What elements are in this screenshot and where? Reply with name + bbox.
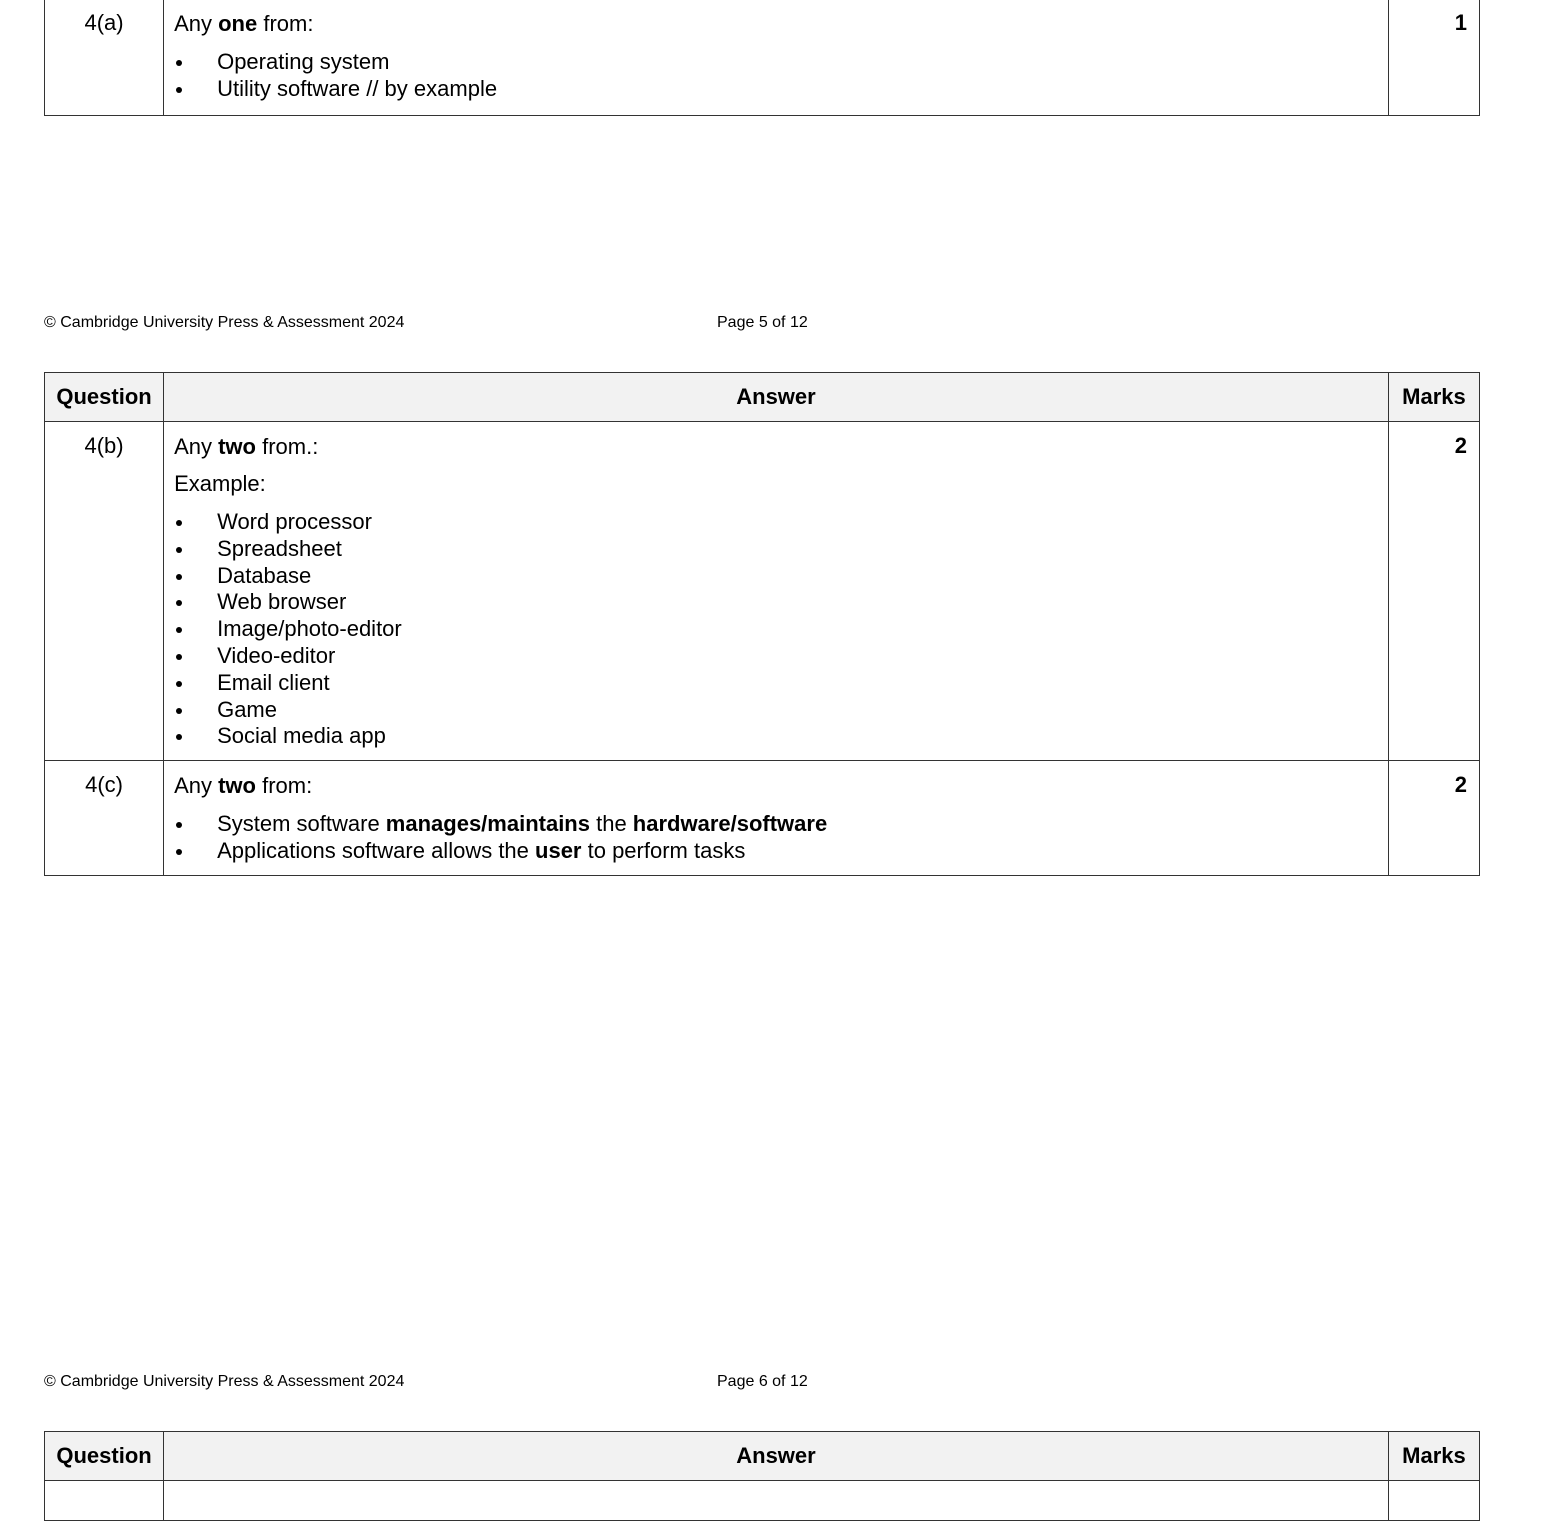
header-marks: Marks: [1388, 373, 1479, 422]
marks-value: 1: [1388, 0, 1479, 116]
header-answer: Answer: [164, 1432, 1389, 1481]
table-row-4c: [45, 761, 1480, 876]
header-question: Question: [45, 373, 164, 422]
copyright-text: © Cambridge University Press & Assessment 2024: [44, 1373, 405, 1390]
list-item: Game: [174, 697, 1378, 724]
answer-intro: Any one from:: [174, 11, 314, 36]
answer-bullet-list: [174, 49, 1378, 103]
question-number: 4(a): [45, 0, 164, 116]
answer-bullet-list: [174, 811, 1378, 865]
list-item: Email client: [174, 670, 1378, 697]
page-number: Page 6 of 12: [717, 1373, 808, 1390]
answer-cell: [164, 422, 1389, 761]
table-row-4b: [45, 422, 1480, 761]
table-header-row: [45, 373, 1480, 422]
header-answer: Answer: [164, 373, 1389, 422]
question-number: 4(b): [45, 422, 164, 761]
answer-intro: Any two from.:: [174, 434, 319, 459]
list-item: Image/photo-editor: [174, 616, 1378, 643]
answer-cell: [164, 761, 1389, 876]
header-question: Question: [45, 1432, 164, 1481]
list-item: Operating system: [174, 49, 1378, 76]
page-number: Page 5 of 12: [717, 314, 808, 331]
list-item: Utility software // by example: [174, 76, 1378, 103]
list-item: System software manages/maintains the hardware/software: [174, 811, 1378, 838]
header-marks: Marks: [1388, 1432, 1479, 1481]
mark-scheme-table-page5: [44, 0, 1480, 116]
marks-value: 2: [1388, 422, 1479, 761]
question-number: 4(c): [45, 761, 164, 876]
marks-value: 2: [1388, 761, 1479, 876]
copyright-text: © Cambridge University Press & Assessment 2024: [44, 314, 405, 331]
table-row: [45, 1481, 1480, 1521]
mark-scheme-table-page6: [44, 372, 1480, 876]
answer-bullet-list: [174, 509, 1378, 750]
list-item: Web browser: [174, 589, 1378, 616]
table-row-4a: [45, 0, 1480, 116]
list-item: Video-editor: [174, 643, 1378, 670]
example-label: Example:: [174, 471, 266, 496]
list-item: Word processor: [174, 509, 1378, 536]
mark-scheme-table-page7: [44, 1431, 1480, 1521]
list-item: Database: [174, 563, 1378, 590]
answer-cell: [164, 0, 1389, 116]
list-item: Applications software allows the user to perform tasks: [174, 838, 1378, 865]
list-item: Social media app: [174, 723, 1378, 750]
table-header-row: [45, 1432, 1480, 1481]
answer-intro: Any two from:: [174, 773, 313, 799]
list-item: Spreadsheet: [174, 536, 1378, 563]
